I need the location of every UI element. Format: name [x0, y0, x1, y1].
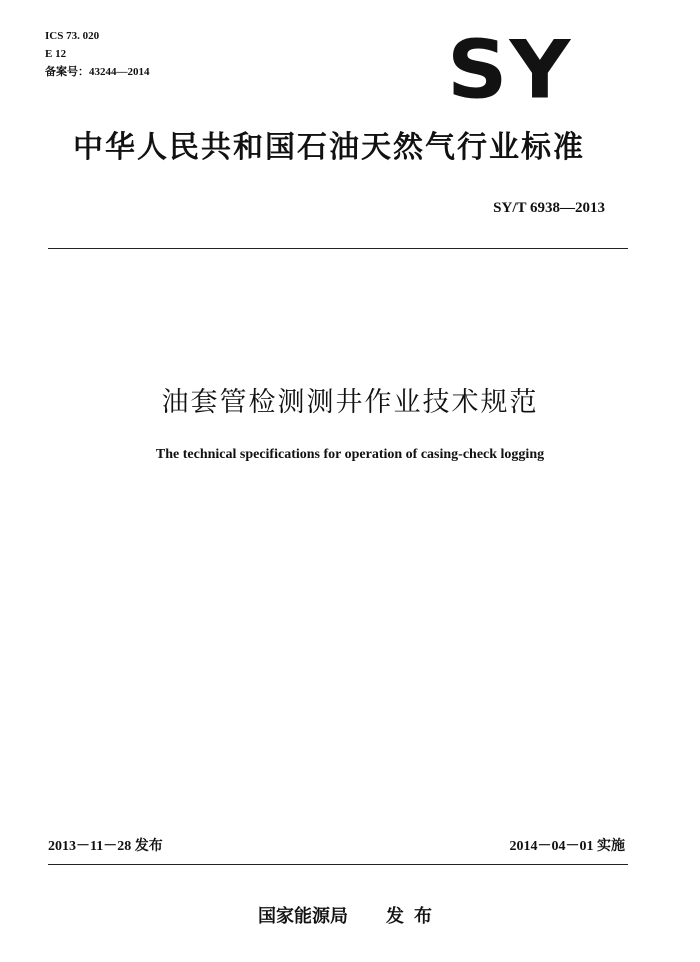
effective-date: 2014－04－01 实施 — [509, 839, 625, 854]
ics-code: ICS 73. 020 — [45, 30, 100, 42]
record-number: 备案号：43244—2014 — [45, 66, 150, 78]
issuer-verb: 发布 — [386, 906, 442, 927]
top-divider — [48, 248, 628, 249]
sy-logo: SY — [447, 23, 573, 117]
industry-standard-title: 中华人民共和国石油天然气行业标准 — [73, 130, 585, 165]
document-title-english: The technical specifications for operation of casing-check logging — [155, 447, 545, 462]
publish-date: 2013－11－28 发布 — [48, 839, 163, 854]
bottom-divider — [48, 864, 628, 865]
document-title-chinese: 油套管检测测井作业技术规范 — [161, 387, 539, 418]
issuer-name: 国家能源局 — [258, 906, 348, 927]
issuer-line — [0, 902, 700, 928]
standard-number: SY/T 6938—2013 — [493, 200, 605, 216]
category-code: E 12 — [45, 48, 67, 60]
